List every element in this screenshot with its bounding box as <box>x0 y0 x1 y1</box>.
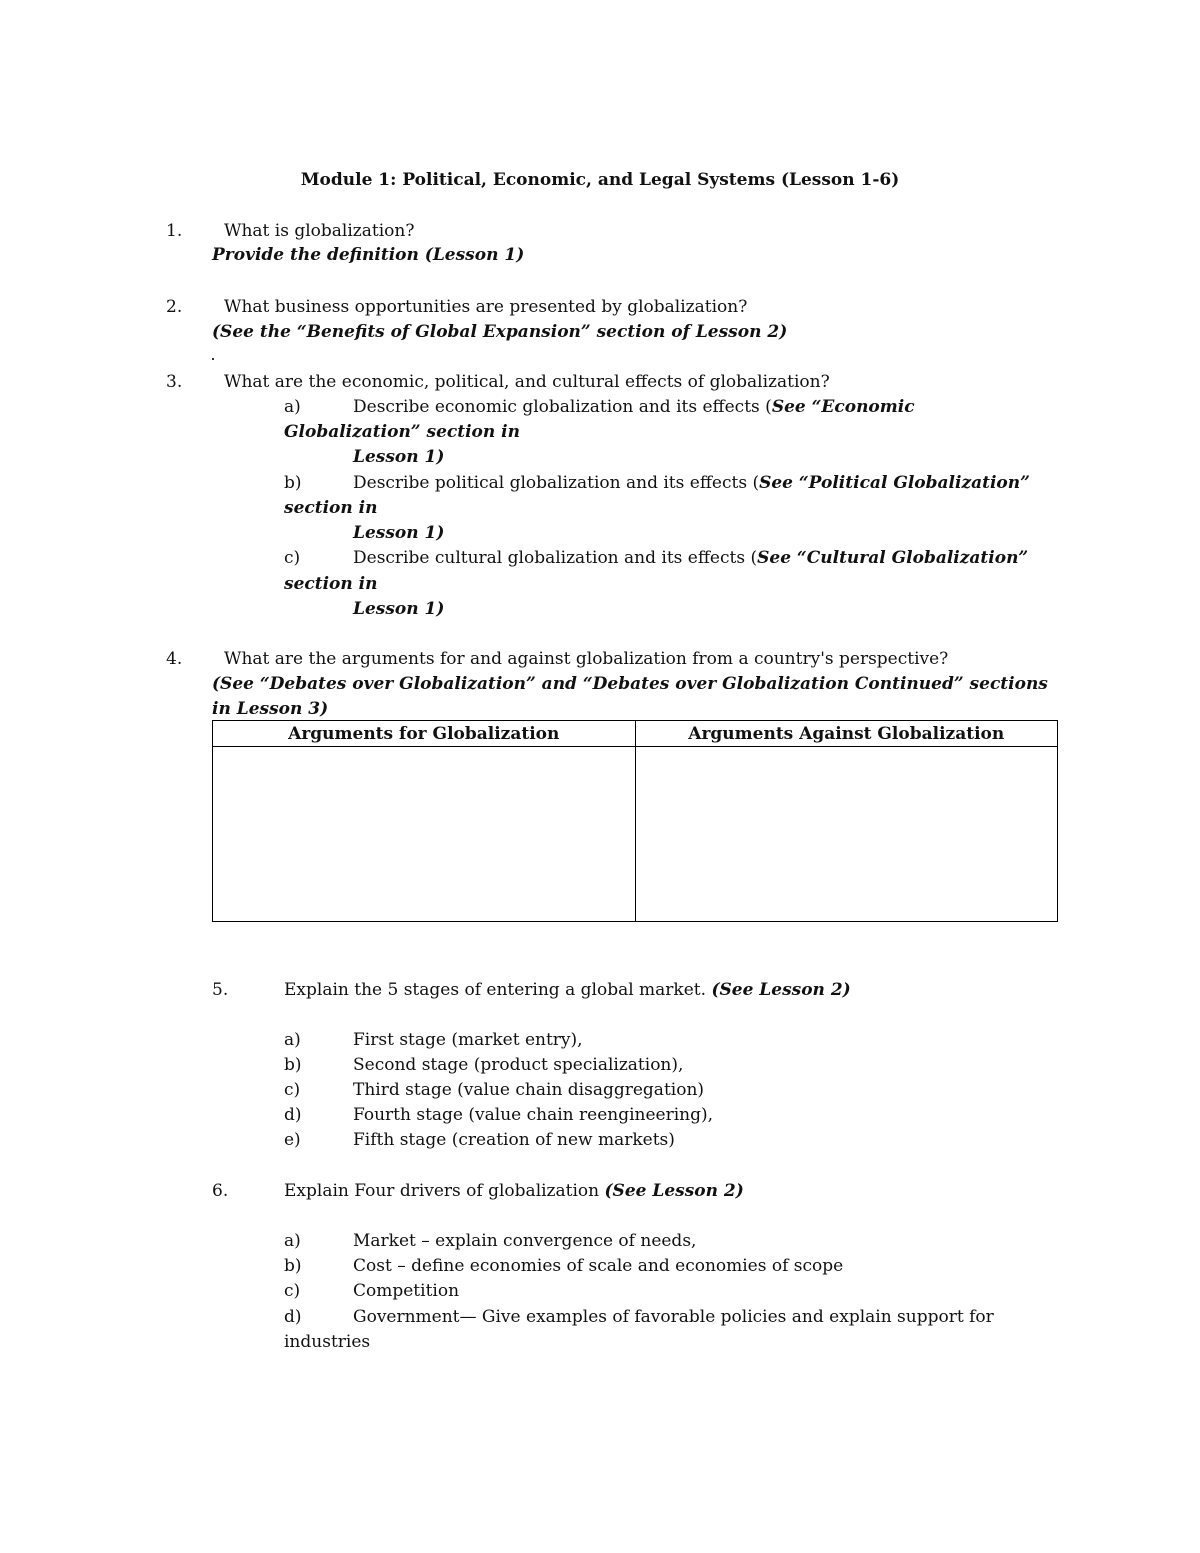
q2-text: What business opportunities are presented by globalization? <box>224 297 748 317</box>
q3c-text: Describe cultural globalization and its effects ( <box>353 548 758 568</box>
q3a-hint-cont: Globalization” section in <box>284 422 520 442</box>
q3-text: What are the economic, political, and cultural effects of globalization? <box>224 372 830 392</box>
q6c-text: Competition <box>353 1281 460 1301</box>
q3c-letter: c) <box>284 548 301 568</box>
q6-line <box>284 1179 744 1203</box>
q3c-hint-cont: section in <box>284 574 378 594</box>
q4-text: What are the arguments for and against globalization from a country's perspective? <box>224 649 949 669</box>
q3-number: 3. <box>166 372 183 392</box>
stray-dot <box>212 358 214 360</box>
q5-item-text: Fifth stage (creation of new markets) <box>353 1130 675 1150</box>
q5-line <box>284 978 851 1002</box>
q6d-letter: d) <box>284 1307 302 1327</box>
q3b-letter: b) <box>284 473 302 493</box>
col-header-against: Arguments Against Globalization <box>635 721 1058 747</box>
q6b-letter: b) <box>284 1256 302 1276</box>
q6c-letter: c) <box>284 1281 301 1301</box>
q5-item-text: Fourth stage (value chain reengineering), <box>353 1105 714 1125</box>
q3a-hint-end: Lesson 1) <box>353 447 445 467</box>
q4-hint: (See “Debates over Globalization” and “Debates over Globalization Continued” sections <box>212 674 1048 694</box>
q5-item-letter: e) <box>284 1130 301 1150</box>
q2-number: 2. <box>166 297 183 317</box>
q1-hint: Provide the definition (Lesson 1) <box>212 245 525 265</box>
q4-number: 4. <box>166 649 183 669</box>
page-title: Module 1: Political, Economic, and Legal Systems (Lesson 1-6) <box>300 170 900 190</box>
col-header-for: Arguments for Globalization <box>213 721 636 747</box>
q3c-hint: See “Cultural Globalization” <box>757 548 1029 568</box>
q3b-hint: See “Political Globalization” <box>759 473 1030 493</box>
q6-text: Explain Four drivers of globalization <box>284 1181 600 1201</box>
q5-item-text: First stage (market entry), <box>353 1030 583 1050</box>
q5-item-text: Second stage (product specialization), <box>353 1055 684 1075</box>
q2-hint: (See the “Benefits of Global Expansion” section of Lesson 2) <box>212 322 788 342</box>
q5-item-letter: b) <box>284 1055 302 1075</box>
q6d-text-cont: industries <box>284 1332 371 1352</box>
q6-number: 6. <box>212 1181 229 1201</box>
q1-number: 1. <box>166 221 183 241</box>
q5-item-letter: d) <box>284 1105 302 1125</box>
q3b-text: Describe political globalization and its effects ( <box>353 473 760 493</box>
q6-hint: (See Lesson 2) <box>604 1181 744 1201</box>
arguments-table <box>212 720 1058 922</box>
q3a-hint: See “Economic <box>771 397 915 417</box>
q6a-letter: a) <box>284 1231 301 1251</box>
cell-against[interactable] <box>635 747 1058 922</box>
cell-for[interactable] <box>213 747 636 922</box>
q5-item-letter: c) <box>284 1080 301 1100</box>
q5-number: 5. <box>212 980 229 1000</box>
q4-hint-cont: in Lesson 3) <box>212 699 329 719</box>
q3a-text: Describe economic globalization and its effects ( <box>353 397 772 417</box>
q3b-hint-end: Lesson 1) <box>353 523 445 543</box>
q3c-line <box>353 546 1028 570</box>
q3b-hint-cont: section in <box>284 498 378 518</box>
q5-hint: (See Lesson 2) <box>711 980 851 1000</box>
q5-text: Explain the 5 stages of entering a global market. <box>284 980 707 1000</box>
q5-item-letter: a) <box>284 1030 301 1050</box>
q5-item-text: Third stage (value chain disaggregation) <box>353 1080 705 1100</box>
q3c-hint-end: Lesson 1) <box>353 599 445 619</box>
q3a-letter: a) <box>284 397 301 417</box>
q6b-text: Cost – define economies of scale and economies of scope <box>353 1256 844 1276</box>
q3b-line <box>353 471 1030 495</box>
q1-text: What is globalization? <box>224 221 415 241</box>
q3a-line <box>353 395 915 419</box>
q6a-text: Market – explain convergence of needs, <box>353 1231 697 1251</box>
q6d-text: Government— Give examples of favorable policies and explain support for <box>353 1307 994 1327</box>
